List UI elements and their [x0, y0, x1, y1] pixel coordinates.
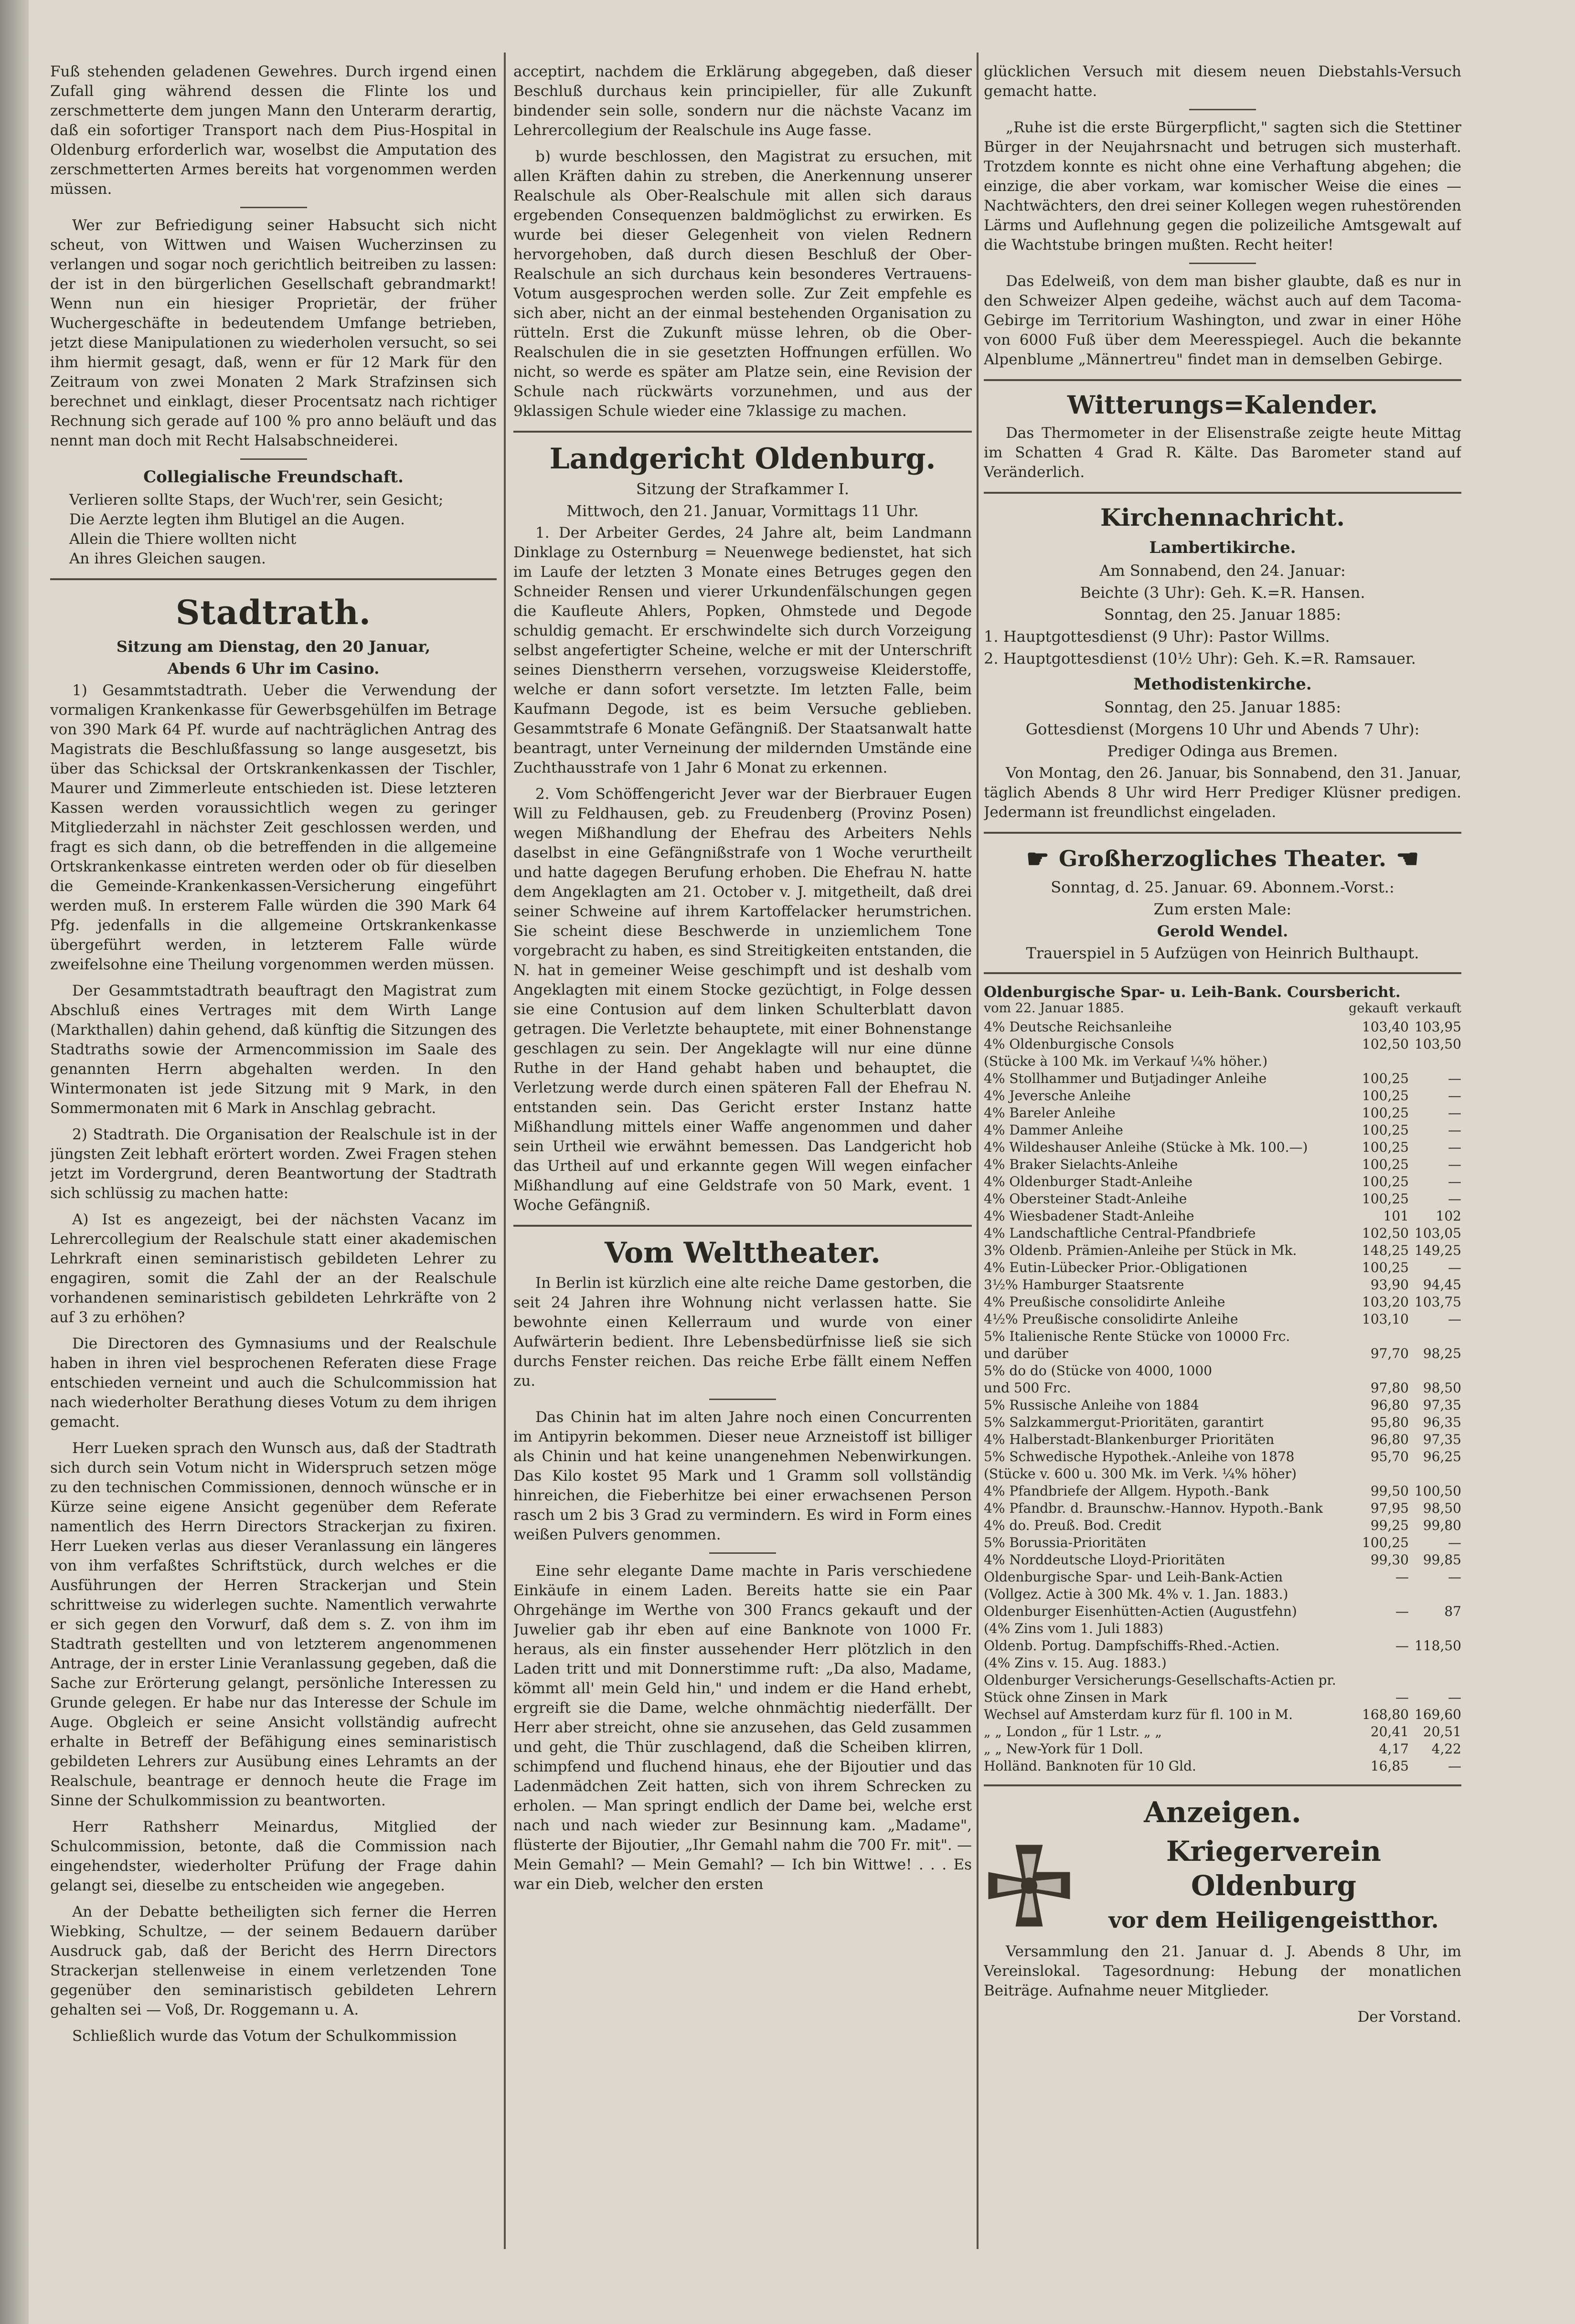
- buy-rate: 100,25: [1362, 1174, 1409, 1189]
- church-line: 2. Hauptgottesdienst (10½ Uhr): Geh. K.=R. Ramsauer.: [984, 649, 1416, 668]
- table-row: [984, 1294, 1461, 1311]
- bank-date: vom 22. Januar 1885.: [984, 1001, 1124, 1016]
- stadtrath-heading: Stadtrath.: [175, 593, 372, 632]
- buy-rate: [1356, 1620, 1409, 1637]
- column-2: [513, 62, 972, 2249]
- sell-rate: 149,25: [1415, 1242, 1461, 1258]
- church-line: Sonntag, den 25. Januar 1885:: [1104, 605, 1341, 624]
- bond-name: Oldenburger Versicherungs-Gesellschafts-Actien pr.: [984, 1672, 1336, 1688]
- bond-name: 4% Pfandbriefe der Allgem. Hypoth.-Bank: [984, 1483, 1269, 1499]
- table-row: [984, 1448, 1461, 1465]
- buy-rate: 4,17: [1379, 1741, 1409, 1757]
- buy-rate: 168,80: [1362, 1707, 1409, 1722]
- column-3: [984, 62, 1461, 2249]
- court-case: 2. Vom Schöffengericht Jever war der Bierbrauer Eugen Will zu Feldhausen, geb. zu Freudenberg (Provinz Posen) wegen Mißhandlung der Ehefrau des Arbeiters Nehls daselbst in eine Gefängnißstrafe von 1 Woche verurtheilt und hatte dagegen Berufung erhoben. Die Ehefrau N. hatte dem Angeklagten am 21. October v. J. mitgetheilt, daß drei seiner Schweine auf ihrem Kartoffelacker herumstrichen. Sie scheint diese Beschwerde in unziemlichem Tone vorgebracht zu haben, es sind Streitigkeiten entstanden, die N. hat in gemeiner Weise geschimpft und ist deshalb vom Angeklagten mit einem Stocke gezüchtigt, in Folge dessen sie eine Contusion auf dem linken Schulterblatt davon getragen. Die Verletzte behauptete, mit einer Bohnenstange geschlagen zu sein. Der Angeklagte will nur eine dünne Ruthe in der Hand gehabt haben und behauptet, die Verletzung werde durch einen späteren Fall der Ehefrau N. entstanden sein. Das Gericht erster Instanz hatte Mißhandlung mittels einer Waffe angenommen und daher sein Urtheil wie erwähnt bemessen. Das Landgericht hob das Urtheil auf und erkannte gegen Will wegen einfacher Mißhandlung auf eine Geldstrafe von 50 Mark, event. 1 Woche Gefängniß.: [513, 785, 972, 1214]
- sell-rate: 98,50: [1423, 1500, 1461, 1516]
- table-row: [984, 1173, 1461, 1190]
- sell-rate: —: [1448, 1122, 1461, 1138]
- buy-rate: 100,25: [1362, 1122, 1409, 1138]
- sell-rate: [1409, 1655, 1461, 1672]
- divider: [240, 207, 307, 208]
- sell-rate: 103,50: [1415, 1036, 1461, 1052]
- section-divider: [984, 1784, 1461, 1786]
- stadtrath-paragraph: Der Gesammtstadtrath beauftragt den Magistrat zum Abschluß eines Vertrages mit dem Wirth Lange (Markthallen) dahin gehend, daß künftig die Sitzungen des Stadtraths sowie der Armencommission im Saale des genannten Herrn abgehalten werden. In den Wintermonaten ist jede Sitzung mit 9 Mark, in den Sommermonaten mit 6 Mark in Anschlag gebracht.: [50, 982, 497, 1117]
- landgericht-subheading: Sitzung der Strafkammer I.: [636, 480, 849, 498]
- section-divider: [50, 578, 497, 580]
- pointing-hand-icon: ☚: [1395, 843, 1419, 874]
- bond-name: 4% Braker Sielachts-Anleihe: [984, 1157, 1178, 1172]
- buy-rate: —: [1395, 1638, 1409, 1654]
- buy-rate: 20,41: [1370, 1724, 1409, 1740]
- bond-name: (4% Zins vom 1. Juli 1883): [984, 1621, 1163, 1636]
- sell-rate: —: [1448, 1758, 1461, 1774]
- landgericht-heading: Landgericht Oldenburg.: [549, 442, 936, 476]
- divider: [709, 1552, 776, 1554]
- bond-name: 4% Deutsche Reichsanleihe: [984, 1019, 1172, 1035]
- stadtrath-paragraph: A) Ist es angezeigt, bei der nächsten Vacanz im Lehrercollegium der Realschule statt einer akademischen Lehrkraft einen seminaristisch gebildeten Lehrer zu engagiren, somit die Zahl der an der Realschule vorhandenen seminaristisch gebildeten Lehrkräfte von 2 auf 3 zu erhöhen?: [50, 1211, 497, 1326]
- bond-name: 4% Bareler Anleihe: [984, 1105, 1116, 1121]
- welt-article: Das Chinin hat im alten Jahre noch einen Concurrenten im Antipyrin bekommen. Dieser neue Arzneistoff ist billiger als Chinin und hat keine unangenehmen Nebenwirkungen. Das Kilo kostet 95 Mark und 1 Gramm soll vollständig hinreichen, die Fieberhitze bei einer erwachsenen Person rasch um 2 bis 3 Grad zu vermindern. Es wird in Form eines weißen Pulvers genommen.: [513, 1409, 972, 1543]
- sell-rate: 96,25: [1423, 1449, 1461, 1464]
- weather-heading: Witterungs=Kalender.: [1067, 391, 1378, 420]
- sell-rate: 99,85: [1423, 1552, 1461, 1568]
- bank-title: Oldenburgische Spar- u. Leih-Bank. Coursbericht.: [984, 984, 1401, 1001]
- table-row: [984, 1534, 1461, 1551]
- bond-name: (Stücke à 100 Mk. im Verkauf ¼% höher.): [984, 1053, 1268, 1069]
- sell-rate: —: [1448, 1260, 1461, 1275]
- sell-rate: 169,60: [1415, 1707, 1461, 1722]
- table-row: [984, 1706, 1461, 1723]
- section-divider: [984, 972, 1461, 974]
- table-row: [984, 1637, 1461, 1655]
- sell-rate: —: [1448, 1191, 1461, 1207]
- church-heading: Kirchennachricht.: [1100, 503, 1345, 531]
- verein-signature: Der Vorstand.: [1357, 2008, 1461, 2026]
- buy-rate: 93,90: [1370, 1277, 1409, 1293]
- buy-rate: 97,80: [1370, 1380, 1409, 1396]
- buy-rate: 95,70: [1370, 1449, 1409, 1464]
- theater-heading: [984, 843, 1461, 874]
- buy-rate: 97,95: [1370, 1500, 1409, 1516]
- bond-name: 3½% Hamburger Staatsrente: [984, 1277, 1184, 1293]
- sell-rate: [1409, 1620, 1461, 1637]
- stadtrath-paragraph: Herr Rathsherr Meinardus, Mitglied der Schulcommission, betonte, daß die Commission nach eingehendster, wiederholter Prüfung der Frage dahin gelangt sei, dieselbe zu entscheiden wie angegeben.: [50, 1818, 497, 1894]
- buy-rate: [1356, 1328, 1409, 1345]
- buy-rate: [1356, 1465, 1409, 1483]
- table-row: [984, 1465, 1461, 1483]
- table-row: [984, 1483, 1461, 1500]
- table-row: [984, 1345, 1461, 1362]
- stadtrath-paragraph: An der Debatte betheiligten sich ferner die Herren Wiebking, Schultze, — der seinem Bedauern darüber Ausdruck gab, daß der Bericht des Herrn Directors Strackerjan stellenweise in einem verletzenden Tone gegenüber den seminaristisch gebildeten Lehrern gehalten sei — Voß, Dr. Roggemann u. A.: [50, 1903, 497, 2018]
- bond-name: 5% Borussia-Prioritäten: [984, 1535, 1147, 1550]
- table-row: [984, 1569, 1461, 1586]
- stadtrath-paragraph: Herr Lueken sprach den Wunsch aus, daß der Stadtrath sich durch sein Votum nicht in Widerspruch setzen möge zu den technischen Commissionen, dennoch wünsche er in Kürze seine eigene Ansicht gegenüber dem Referate namentlich des Herrn Directors Strackerjan zu fixiren. Herr Lueken verlas aus dieser Veranlassung ein längeres von ihm verfaßtes Schriftstück, durch welches er die Ausführungen der Herren Strackerjan und Stein schrittweise zu widerlegen suchte. Namentlich verwahrte er sich gegen den Vorwurf, daß dem s. Z. von ihm im Stadtrath gestellten und von letzterem angenommenen Antrage, der in erster Linie Veranlassung gegeben, daß die Sache zur Erörterung gelangt, persönliche Interessen zu Grunde gelegen. Er habe nur das Interesse der Schule im Auge. Obgleich er seine Ansicht vollständig aufrecht erhalte in Betreff der Befähigung eines seminaristisch gebildeten Lehrers zur Ausübung eines Lehramts an der Realschule, beantrage er dennoch heute die Frage im Sinne der Schulkommission zu beantworten.: [50, 1440, 497, 1809]
- buy-rate: [1356, 1586, 1409, 1603]
- table-row: [984, 1156, 1461, 1173]
- divider: [1189, 109, 1256, 110]
- theater-date: Sonntag, d. 25. Januar. 69. Abonnem.-Vorst.:: [1051, 878, 1394, 896]
- poem-line: Die Aerzte legten ihm Blutigel an die Augen.: [69, 511, 405, 528]
- church-text: Von Montag, den 26. Januar, bis Sonnabend, den 31. Januar, täglich Abends 8 Uhr wird Herr Prediger Klüsner predigen. Jedermann ist freundlichst eingeladen.: [984, 764, 1461, 821]
- buy-rate: 96,80: [1370, 1432, 1409, 1447]
- bank-header: [984, 1001, 1461, 1016]
- sell-rate: [1409, 1586, 1461, 1603]
- bond-name: und 500 Frc.: [984, 1380, 1071, 1396]
- bank-column-headers: gekauft verkauft: [1349, 1001, 1461, 1016]
- buy-rate: 99,25: [1370, 1517, 1409, 1533]
- sell-rate: 87: [1444, 1603, 1461, 1619]
- welt-article: In Berlin ist kürzlich eine alte reiche Dame gestorben, die seit 24 Jahren ihre Wohnung nicht verlassen hatte. Sie bewohnte einen Kellerraum und wurde von einer Aufwärterin bedient. Ihre Lebensbedürfnisse ließ sie sich durchs Fenster reichen. Das reiche Erbe fällt einem Neffen zu.: [513, 1274, 972, 1390]
- sell-rate: —: [1448, 1071, 1461, 1086]
- welt-continued: glücklichen Versuch mit diesem neuen Diebstahls-Versuch gemacht hatte.: [984, 63, 1461, 100]
- bond-name: 4% Halberstadt-Blankenburger Prioritäten: [984, 1432, 1275, 1447]
- bond-name: 3% Oldenb. Prämien-Anleihe per Stück in Mk.: [984, 1242, 1297, 1258]
- table-row: [984, 1362, 1461, 1380]
- table-row: [984, 1397, 1461, 1414]
- poem-title: Collegialische Freundschaft.: [143, 467, 404, 487]
- poem-line: Allein die Thiere wollten nicht: [69, 531, 297, 548]
- bond-name: und darüber: [984, 1346, 1068, 1361]
- verein-ad: [984, 1834, 1461, 1937]
- table-row: [984, 1551, 1461, 1569]
- table-row: [984, 1689, 1461, 1706]
- bond-name: 4% Stollhammer und Butjadinger Anleihe: [984, 1071, 1267, 1086]
- divider: [709, 1399, 776, 1400]
- column-rule-2: [977, 53, 979, 2249]
- church-line: Sonntag, den 25. Januar 1885:: [1104, 698, 1341, 716]
- poem: [69, 490, 497, 569]
- divider: [1189, 263, 1256, 264]
- buy-rate: —: [1395, 1689, 1409, 1705]
- sell-rate: 97,35: [1423, 1432, 1461, 1447]
- iron-cross-icon: [984, 1840, 1075, 1931]
- theater-play: Gerold Wendel.: [1157, 922, 1288, 940]
- church-line: 1. Hauptgottesdienst (9 Uhr): Pastor Willms.: [984, 627, 1330, 646]
- buy-rate: 99,50: [1370, 1483, 1409, 1499]
- bond-name: 4% Preußische consolidirte Anleihe: [984, 1294, 1225, 1310]
- theater-title: Großherzogliches Theater.: [1059, 846, 1386, 871]
- sell-rate: —: [1448, 1157, 1461, 1172]
- sell-rate: 94,45: [1423, 1277, 1461, 1293]
- buy-rate: 100,25: [1362, 1139, 1409, 1155]
- buy-rate: [1356, 1362, 1409, 1380]
- court-case: 1. Der Arbeiter Gerdes, 24 Jahre alt, beim Landmann Dinklage zu Osternburg = Neuenwege bedienstet, hat sich im Laufe der letzten 3 Monate eines Betruges gegen den Schneider Rensen und vierer Urkundenfälschungen gegen die Kaufleute Ahlers, Popken, Ohmstede und Degode schuldig gemacht. Er erschwindelte sich durch Vorzeigung selbst angefertigter Scheine, welche er mit der Unterschrift seines Dienstherrn versehen, vorzugsweise Kleiderstoffe, welche er dann sofort versetzte. Im letzten Falle, beim Kaufmann Degode, ist es beim Versuche geblieben. Gesammtstrafe 6 Monate Gefängniß. Der Staatsanwalt hatte beantragt, unter Verneinung der mildernden Umstände eine Zuchthausstrafe von 1 Jahr 6 Monat zu erkennen.: [513, 524, 972, 776]
- stadtrath-paragraph: 2) Stadtrath. Die Organisation der Realschule ist in der jüngsten Zeit lebhaft erörtert worden. Zwei Fragen stehen jetzt im Vordergrund, deren Beantwortung der Stadtrath sich schlüssig zu machen hatte:: [50, 1126, 497, 1202]
- sell-rate: 20,51: [1423, 1724, 1461, 1740]
- table-row: [984, 1723, 1461, 1740]
- stadtrath-paragraph: Schließlich wurde das Votum der Schulkommission: [72, 2027, 457, 2045]
- table-row: [984, 1053, 1461, 1070]
- table-row: [984, 1225, 1461, 1242]
- column-1: [50, 62, 497, 2249]
- table-row: [984, 1603, 1461, 1620]
- sell-rate: 98,25: [1423, 1346, 1461, 1361]
- sell-rate: 102: [1436, 1208, 1461, 1224]
- church-name: Lambertikirche.: [1149, 538, 1296, 557]
- stadtrath-subheading-2: Abends 6 Uhr im Casino.: [167, 659, 380, 678]
- sell-rate: [1409, 1672, 1461, 1689]
- table-row: [984, 1122, 1461, 1139]
- buy-rate: 99,30: [1370, 1552, 1409, 1568]
- sell-rate: 96,35: [1423, 1414, 1461, 1430]
- landgericht-date: Mittwoch, den 21. Januar, Vormittags 11 Uhr.: [566, 502, 919, 520]
- bond-name: (Vollgez. Actie à 300 Mk. 4% v. 1. Jan. 1883.): [984, 1586, 1288, 1602]
- buy-rate: 100,25: [1362, 1105, 1409, 1121]
- accident-report: Fuß stehenden geladenen Gewehres. Durch irgend einen Zufall ging während dessen die Flinte los und zerschmetterte dem jungen Mann den Unterarm derartig, daß ein sofortiger Transport nach dem Pius-Hospital in Oldenburg erforderlich war, woselbst die Amputation des zerschmetterten Armes bereits hat vorgenommen werden müssen.: [50, 63, 497, 198]
- table-row: [984, 1500, 1461, 1517]
- table-row: [984, 1414, 1461, 1431]
- bond-name: 4% Norddeutsche Lloyd-Prioritäten: [984, 1552, 1225, 1568]
- column-rule-1: [504, 53, 506, 2249]
- table-row: [984, 1139, 1461, 1156]
- bond-name: „ „ London „ für 1 Lstr. „ „: [984, 1724, 1162, 1740]
- buy-rate: 100,25: [1362, 1088, 1409, 1104]
- bond-name: 5% Italienische Rente Stücke von 10000 Frc.: [984, 1328, 1290, 1344]
- welt-article: Eine sehr elegante Dame machte in Paris verschiedene Einkäufe in einem Laden. Bereits hatte sie ein Paar Ohrgehänge im Werthe von 300 Francs gekauft und der Juwelier gab ihr eben auf eine Banknote von 1000 Fr. heraus, als ein finster aussehender Herr plötzlich in den Laden tritt und mit Donnerstimme ruft: „Da also, Madame, kömmt all' mein Geld hin," und indem er die Hand erhebt, ergreift sie die Dame, welche ohnmächtig niederfällt. Der Herr aber streicht, ohne sie anzusehen, das Geld zusammen und geht, die Thür zuschlagend, daß die Scheiben klirren, schimpfend und fluchend hinaus, ehe der Bijoutier und das Ladenmädchen Zeit hatten, sich von ihrem Schrecken zu erholen. — Man springt endlich der Dame bei, welche erst nach und nach wieder zur Besinnung kam. „Madame", flüsterte der Bijoutier, „Ihr Gemahl nahm die 700 Fr. mit". — Mein Gemahl? — Mein Gemahl? — Ich bin Wittwe! . . . Es war ein Dieb, welcher den ersten: [513, 1562, 972, 1893]
- stadtrath-paragraph: 1) Gesammtstadtrath. Ueber die Verwendung der vormaligen Krankenkasse für Gewerbsgehülfen im Betrage von 390 Mark 64 Pf. wurde auf nachträglichen Antrag des Magistrats die Beschlußfassung so lange ausgesetzt, bis über das Schicksal der Ortskrankenkassen der Tischler, Maurer und Zimmerleute entschieden ist. Diese letzteren Kassen werden voraussichtlich wegen zu geringer Mitgliederzahl in nächster Zeit geschlossen werden, und fragt es sich dann, ob die betreffenden in die allgemeine Ortskrankenkasse eintreten werden oder ob für dieselben die Gemeinde-Krankenkassen-Versicherung eingeführt werden muß. In ersterem Falle würden die 390 Mark 64 Pfg. jedenfalls in die allgemeine Ortskrankenkasse übergeführt werden, in letzterem Falle würde zweifelsohne eine Theilung vorgenommen werden müssen.: [50, 682, 497, 973]
- stadtrath-continued: acceptirt, nachdem die Erklärung abgegeben, daß dieser Beschluß durchaus kein principieller, für alle Zukunft bindender sein solle, sondern nur die nächste Vacanz im Lehrercollegium der Realschule ins Auge fasse.: [513, 63, 972, 139]
- edelweiss-article: Das Edelweiß, von dem man bisher glaubte, daß es nur in den Schweizer Alpen gedeihe, wächst auch auf dem Tacoma-Gebirge im Territorium Washington, und zwar in einer Höhe von 6000 Fuß über dem Meeresspiegel. Auch die bekannte Alpenblume „Männertreu" findet man in demselben Gebirge.: [984, 273, 1461, 368]
- sell-rate: 103,95: [1415, 1019, 1461, 1035]
- section-divider: [984, 492, 1461, 494]
- sell-rate: 4,22: [1431, 1741, 1461, 1757]
- table-row: [984, 1586, 1461, 1603]
- sell-rate: —: [1448, 1139, 1461, 1155]
- exchange-rate-table: [984, 1019, 1461, 1775]
- buy-rate: 102,50: [1362, 1225, 1409, 1241]
- sell-rate: —: [1448, 1689, 1461, 1705]
- buy-rate: 100,25: [1362, 1535, 1409, 1550]
- sell-rate: —: [1448, 1105, 1461, 1121]
- buy-rate: [1356, 1655, 1409, 1672]
- table-row: [984, 1328, 1461, 1345]
- table-row: [984, 1672, 1461, 1689]
- bond-name: 4% Dammer Anleihe: [984, 1122, 1123, 1138]
- weather-text: Das Thermometer in der Elisenstraße zeigte heute Mittag im Schatten 4 Grad R. Kälte. Das Barometer stand auf Veränderlich.: [984, 424, 1461, 481]
- table-row: [984, 1242, 1461, 1259]
- bond-name: 5% do do (Stücke von 4000, 1000: [984, 1363, 1213, 1379]
- table-row: [984, 1070, 1461, 1087]
- table-row: [984, 1758, 1461, 1775]
- bond-name: 4% Jeversche Anleihe: [984, 1088, 1131, 1104]
- buy-rate: —: [1395, 1569, 1409, 1585]
- buy-rate: 97,70: [1370, 1346, 1409, 1361]
- table-row: [984, 1190, 1461, 1208]
- bond-name: Oldenburger Eisenhütten-Actien (Augustfehn): [984, 1603, 1297, 1619]
- bond-name: 4½% Preußische consolidirte Anleihe: [984, 1311, 1238, 1327]
- sell-rate: 97,35: [1423, 1397, 1461, 1413]
- buy-rate: 100,25: [1362, 1071, 1409, 1086]
- church-name: Methodistenkirche.: [1133, 675, 1312, 694]
- verein-name: Kriegerverein Oldenburg vor dem Heiligengeistthor.: [1108, 1835, 1439, 1933]
- bond-name: 4% Obersteiner Stadt-Anleihe: [984, 1191, 1187, 1207]
- bond-name: Stück ohne Zinsen in Mark: [984, 1689, 1168, 1705]
- sell-rate: —: [1448, 1535, 1461, 1550]
- buy-rate: 100,25: [1362, 1157, 1409, 1172]
- buy-rate: 103,40: [1362, 1019, 1409, 1035]
- buy-rate: [1356, 1672, 1409, 1689]
- table-row: [984, 1740, 1461, 1758]
- section-divider: [984, 379, 1461, 381]
- table-row: [984, 1019, 1461, 1036]
- bond-name: (Stücke v. 600 u. 300 Mk. im Verk. ¼% höher): [984, 1466, 1297, 1482]
- church-line: Prediger Odinga aus Bremen.: [1107, 742, 1338, 760]
- bond-name: 5% Schwedische Hypothek.-Anleihe von 1878: [984, 1449, 1295, 1464]
- section-divider: [984, 832, 1461, 834]
- church-line: Beichte (3 Uhr): Geh. K.=R. Hansen.: [1080, 584, 1365, 602]
- table-row: [984, 1087, 1461, 1104]
- bond-name: 4% Oldenburger Stadt-Anleihe: [984, 1174, 1192, 1189]
- welttheater-heading: Vom Welttheater.: [605, 1236, 881, 1270]
- sell-rate: 100,50: [1415, 1483, 1461, 1499]
- table-row: [984, 1104, 1461, 1122]
- poem-line: An ihres Gleichen saugen.: [69, 550, 266, 567]
- bond-name: 4% Landschaftliche Central-Pfandbriefe: [984, 1225, 1256, 1241]
- sell-rate: [1409, 1465, 1461, 1483]
- sell-rate: [1409, 1328, 1461, 1345]
- sell-rate: [1409, 1362, 1461, 1380]
- buy-rate: 95,80: [1370, 1414, 1409, 1430]
- verein-text: Versammlung den 21. Januar d. J. Abends 8 Uhr, im Vereinslokal. Tagesordnung: Hebung der monatlichen Beiträge. Aufnahme neuer Mitglieder.: [984, 1943, 1461, 1999]
- buy-rate: 101: [1383, 1208, 1409, 1224]
- buy-rate: —: [1395, 1603, 1409, 1619]
- buy-rate: 100,25: [1362, 1260, 1409, 1275]
- bond-name: Oldenburgische Spar- und Leih-Bank-Actien: [984, 1569, 1283, 1585]
- bond-name: 5% Russische Anleihe von 1884: [984, 1397, 1199, 1413]
- table-row: [984, 1036, 1461, 1053]
- buy-rate: 103,20: [1362, 1294, 1409, 1310]
- usury-article: Wer zur Befriedigung seiner Habsucht sich nicht scheut, von Wittwen und Waisen Wucherzinsen zu verlangen und sogar noch gerichtlich beitreiben zu lassen: der ist in den bürgerlichen Gesellschaft gebrandmarkt! Wenn nun ein hiesiger Proprietär, der früher Wuchergeschäfte in bedeutendem Umfange betrieben, jetzt diese Manipulationen zu wiederholen versucht, so sei ihm hiermit gesagt, daß, wenn er für 12 Mark für den Zeitraum von zwei Monaten 2 Mark Strafzinsen sich berechnet und einklagt, dieser Procentsatz nach richtiger Rechnung sich gerade auf 100 % pro anno beläuft und das nennt man doch mit Recht Halsabschneiderei.: [50, 217, 497, 449]
- bond-name: 4% Oldenburgische Consols: [984, 1036, 1174, 1052]
- bond-name: 4% Wildeshauser Anleihe (Stücke à Mk. 100.—): [984, 1139, 1308, 1155]
- bond-name: „ „ New-York für 1 Doll.: [984, 1741, 1143, 1757]
- table-row: [984, 1620, 1461, 1637]
- church-line: Gottesdienst (Morgens 10 Uhr und Abends 7 Uhr):: [1025, 720, 1420, 738]
- stettin-article: „Ruhe ist die erste Bürgerpflicht," sagten sich die Stettiner Bürger in der Neujahrsnacht und betrugen sich musterhaft. Trotzdem konnte es nicht ohne eine Verhaftung abgehen; die einzige, die aber vorkam, war komischer Weise die eines — Nachtwächters, den drei seiner Kollegen wegen ruhestörenden Lärms und Auflehnung gegen die polizeiliche Amtsgewalt auf die Wachtstube bringen mußten. Recht heiter!: [984, 119, 1461, 254]
- stadtrath-continued: b) wurde beschlossen, den Magistrat zu ersuchen, mit allen Kräften dahin zu streben, die Anerkennung unserer Realschule als Ober-Realschule mit allen sich daraus ergebenden Consequenzen baldmöglichst zu erwirken. Es wurde bei dieser Gelegenheit von vielen Rednern hervorgehoben, daß durch diesen Beschluß der Ober-Realschule an sich durchaus kein besonderes Vertrauens-Votum ausgesprochen werden solle. Zur Zeit empfehle es sich aber, nicht an der einmal bestehenden Organisation zu rütteln. Erst die Zukunft müsse lehren, ob die Ober-Realschulen die in sie gesetzten Hoffnungen erfüllen. Wo nicht, so werde es später am Platze sein, eine Revision der Schule nach rückwärts vorzunehmen, und aus der 9klassigen Schule wieder eine 7klassige zu machen.: [513, 148, 972, 420]
- sell-rate: 99,80: [1423, 1517, 1461, 1533]
- table-row: [984, 1380, 1461, 1397]
- pointing-hand-icon: ☛: [1026, 843, 1050, 874]
- sell-rate: 98,50: [1423, 1380, 1461, 1396]
- buy-rate: 16,85: [1370, 1758, 1409, 1774]
- buy-rate: [1356, 1053, 1409, 1070]
- sell-rate: [1409, 1053, 1461, 1070]
- sell-rate: —: [1448, 1311, 1461, 1327]
- bond-name: Holländ. Banknoten für 10 Gld.: [984, 1758, 1196, 1774]
- table-row: [984, 1259, 1461, 1276]
- table-row: [984, 1208, 1461, 1225]
- sell-rate: —: [1448, 1174, 1461, 1189]
- stadtrath-paragraph: Die Directoren des Gymnasiums und der Realschule haben in ihren viel besprochenen Referaten diese Frage entschieden verneint und auch die Schulcommission hat nach wiederholter Berathung dieses Votum zu dem ihrigen gemacht.: [50, 1335, 497, 1431]
- table-row: [984, 1655, 1461, 1672]
- table-row: [984, 1276, 1461, 1294]
- sell-rate: —: [1448, 1569, 1461, 1585]
- buy-rate: 103,10: [1362, 1311, 1409, 1327]
- bond-name: (4% Zins v. 15. Aug. 1883.): [984, 1655, 1167, 1671]
- sell-rate: 103,75: [1415, 1294, 1461, 1310]
- bond-name: 4% Wiesbadener Stadt-Anleihe: [984, 1208, 1194, 1224]
- bond-name: 4% Pfandbr. d. Braunschw.-Hannov. Hypoth.-Bank: [984, 1500, 1323, 1516]
- bond-name: Oldenb. Portug. Dampfschiffs-Rhed.-Actien.: [984, 1638, 1280, 1654]
- bond-name: Wechsel auf Amsterdam kurz für fl. 100 in M.: [984, 1707, 1293, 1722]
- table-row: [984, 1517, 1461, 1534]
- book-spine: [0, 0, 29, 2324]
- poem-line: Verlieren sollte Staps, der Wuch'rer, sein Gesicht;: [69, 491, 444, 509]
- stadtrath-subheading: Sitzung am Dienstag, den 20 Januar,: [116, 637, 431, 656]
- theater-first-performance: Zum ersten Male:: [1153, 900, 1292, 918]
- bond-name: 4% do. Preuß. Bod. Credit: [984, 1517, 1161, 1533]
- sell-rate: 118,50: [1415, 1638, 1461, 1654]
- buy-rate: 100,25: [1362, 1191, 1409, 1207]
- sell-rate: —: [1448, 1088, 1461, 1104]
- sell-rate: 103,05: [1415, 1225, 1461, 1241]
- bond-name: 5% Salzkammergut-Prioritäten, garantirt: [984, 1414, 1264, 1430]
- table-row: [984, 1311, 1461, 1328]
- section-divider: [513, 1225, 972, 1227]
- ads-heading: Anzeigen.: [1144, 1796, 1301, 1829]
- theater-description: Trauerspiel in 5 Aufzügen von Heinrich Bulthaupt.: [1026, 944, 1419, 962]
- buy-rate: 102,50: [1362, 1036, 1409, 1052]
- table-row: [984, 1431, 1461, 1448]
- buy-rate: 148,25: [1362, 1242, 1409, 1258]
- bond-name: 4% Eutin-Lübecker Prior.-Obligationen: [984, 1260, 1247, 1275]
- church-line: Am Sonnabend, den 24. Januar:: [1099, 562, 1346, 580]
- section-divider: [513, 431, 972, 433]
- buy-rate: 96,80: [1370, 1397, 1409, 1413]
- divider: [240, 458, 307, 460]
